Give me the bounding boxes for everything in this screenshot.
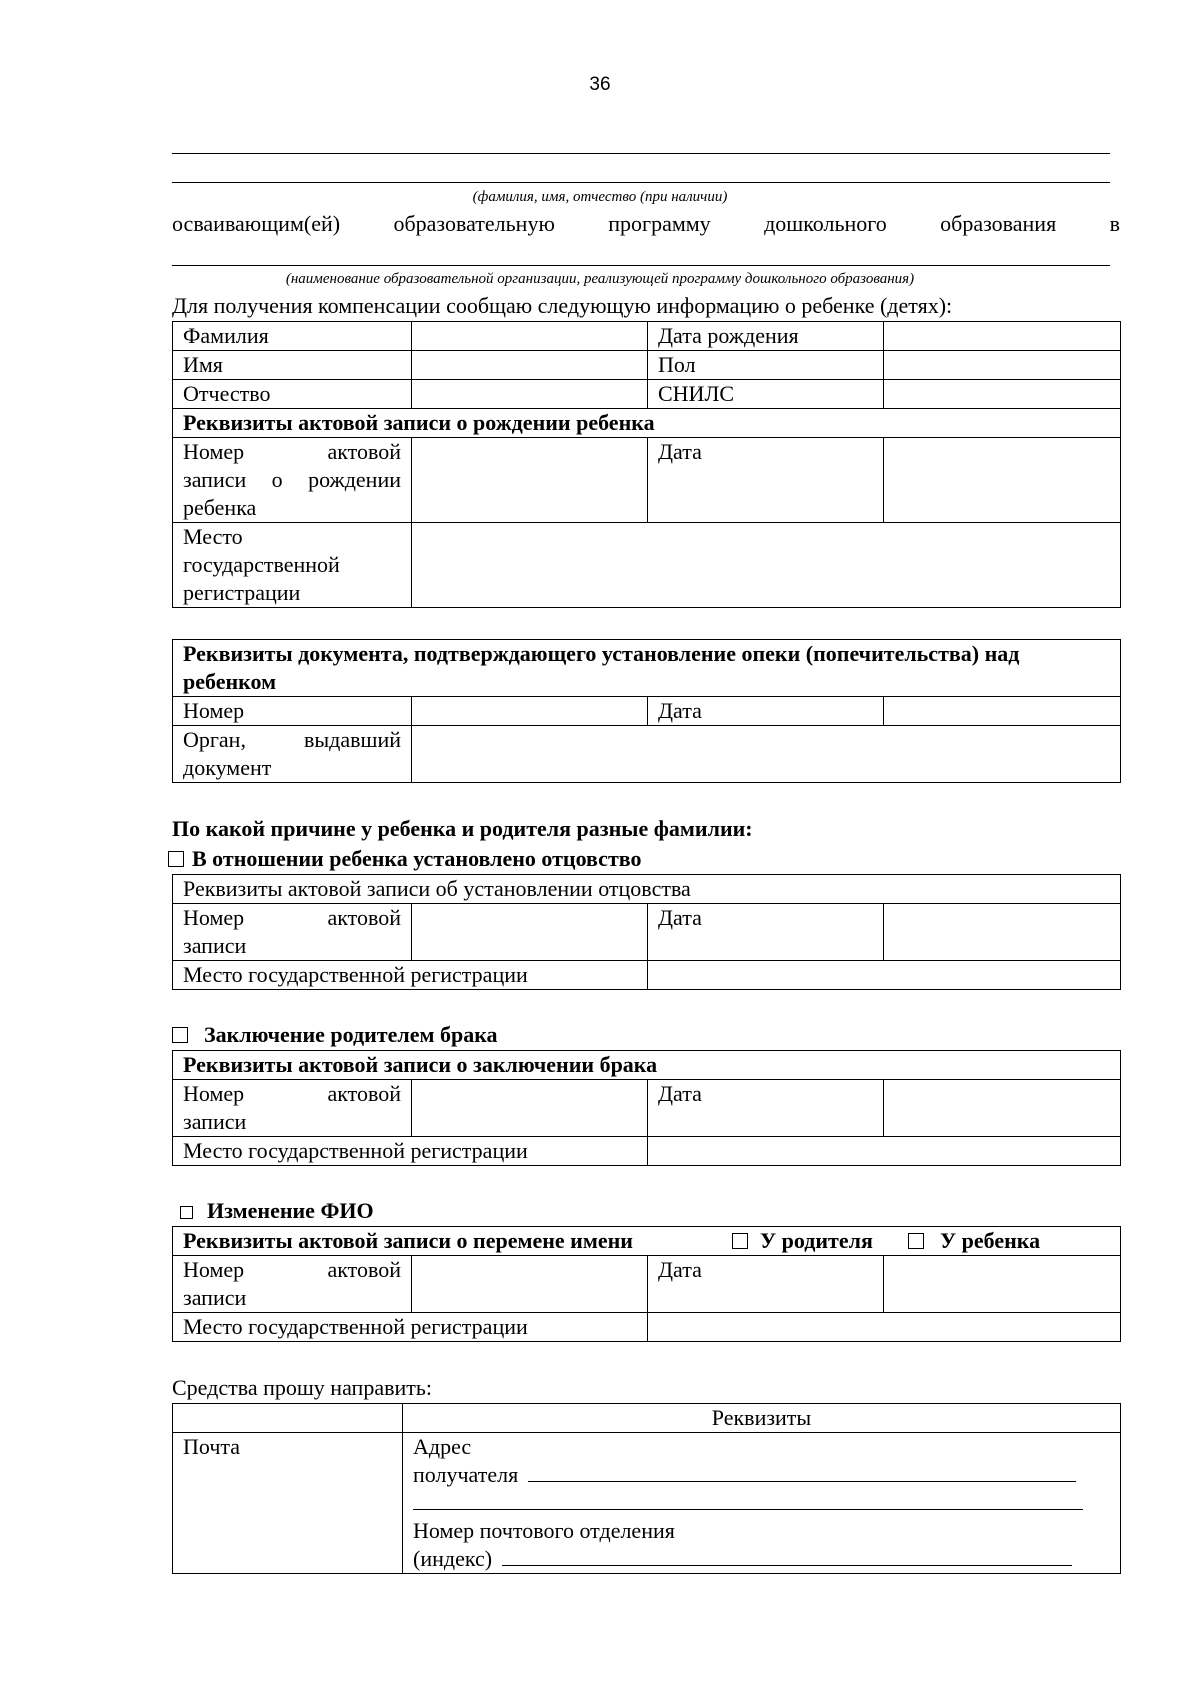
birth-record-number-field[interactable] — [412, 438, 648, 523]
recipient-address-line[interactable] — [528, 1461, 1076, 1482]
label-birth-record-date: Дата — [648, 438, 884, 523]
fio-line-1[interactable] — [172, 153, 1110, 154]
paternity-number-field[interactable] — [412, 904, 648, 961]
label-paternity-date: Дата — [648, 904, 884, 961]
label-marriage-place: Место государственной регистрации — [173, 1137, 648, 1166]
label-paternity-number: Номер актовой записи — [173, 904, 412, 961]
label-patronymic: Отчество — [173, 380, 412, 409]
marriage-number-field[interactable] — [412, 1080, 648, 1137]
mastering-word: образовательную — [393, 211, 555, 236]
label-name: Имя — [173, 351, 412, 380]
marriage-header: Реквизиты актовой записи о заключении брака — [173, 1051, 1121, 1080]
mastering-line — [172, 211, 1120, 237]
payment-method-header-cell — [173, 1404, 403, 1433]
birth-record-date-field[interactable] — [884, 438, 1121, 523]
label-birth-record-number: Номер актовой записи о рождении ребенка — [173, 438, 412, 523]
name-change-place-field[interactable] — [648, 1313, 1121, 1342]
address-label: Адрес — [413, 1434, 472, 1459]
org-line[interactable] — [172, 265, 1110, 266]
child-info-table — [172, 321, 1121, 608]
marriage-checkbox[interactable] — [172, 1027, 188, 1043]
address-line-2[interactable] — [413, 1489, 1083, 1510]
patronymic-field[interactable] — [412, 380, 648, 409]
intro-text: Для получения компенсации сообщаю следующую информацию о ребенке (детях): — [172, 293, 953, 318]
at-parent-checkbox[interactable] — [732, 1233, 748, 1249]
label-surname: Фамилия — [173, 322, 412, 351]
at-child-option — [908, 1227, 1040, 1255]
birth-record-header: Реквизиты актовой записи о рождении ребенка — [173, 409, 1121, 438]
paternity-option — [168, 845, 642, 873]
label-guardianship-date: Дата — [648, 697, 884, 726]
label-guardianship-number: Номер — [173, 697, 412, 726]
paternity-date-field[interactable] — [884, 904, 1121, 961]
registration-place-field[interactable] — [412, 523, 1121, 608]
label-paternity-place: Место государственной регистрации — [173, 961, 648, 990]
guardianship-header: Реквизиты документа, подтверждающего установление опеки (попечительства) над ребенком — [173, 640, 1121, 697]
marriage-date-field[interactable] — [884, 1080, 1121, 1137]
paternity-option-label: В отношении ребенка установлено отцовство — [192, 846, 642, 871]
label-snils: СНИЛС — [648, 380, 884, 409]
name-change-number-field[interactable] — [412, 1256, 648, 1313]
caption-org: (наименование образовательной организации, реализующей программу дошкольного образования) — [285, 271, 915, 287]
paternity-header: Реквизиты актовой записи об установлении отцовства — [173, 875, 1121, 904]
sex-field[interactable] — [884, 351, 1121, 380]
label-issuer: Орган, выдавший документ — [173, 726, 412, 783]
at-parent-label: У родителя — [760, 1228, 873, 1253]
label-marriage-number: Номер актовой записи — [173, 1080, 412, 1137]
marriage-table — [172, 1050, 1121, 1166]
mastering-word: в — [1109, 211, 1120, 236]
label-name-change-place: Место государственной регистрации — [173, 1313, 648, 1342]
marriage-option-label: Заключение родителем брака — [204, 1022, 498, 1047]
label-birth-date: Дата рождения — [648, 322, 884, 351]
index-label: (индекс) — [413, 1546, 493, 1571]
marriage-place-field[interactable] — [648, 1137, 1121, 1166]
at-child-label: У ребенка — [940, 1228, 1041, 1253]
payment-details-cell — [403, 1433, 1121, 1574]
mastering-word: дошкольного — [764, 211, 887, 236]
fio-line-2[interactable] — [172, 182, 1110, 183]
name-change-checkbox[interactable] — [180, 1206, 193, 1219]
name-field[interactable] — [412, 351, 648, 380]
guardianship-date-field[interactable] — [884, 697, 1121, 726]
post-office-label: Номер почтового отделения — [413, 1518, 675, 1543]
guardianship-number-field[interactable] — [412, 697, 648, 726]
label-name-change-date: Дата — [648, 1256, 884, 1313]
label-marriage-date: Дата — [648, 1080, 884, 1137]
mastering-word: осваивающим(ей) — [172, 211, 341, 236]
birth-date-field[interactable] — [884, 322, 1121, 351]
mastering-word: программу — [608, 211, 711, 236]
payment-table — [172, 1403, 1121, 1574]
label-sex: Пол — [648, 351, 884, 380]
paternity-table — [172, 874, 1121, 990]
label-name-change-number: Номер актовой записи — [173, 1256, 412, 1313]
at-child-checkbox[interactable] — [908, 1233, 924, 1249]
name-change-option-label: Изменение ФИО — [207, 1198, 374, 1223]
at-parent-option — [732, 1227, 873, 1255]
recipient-label: получателя — [413, 1462, 519, 1487]
payment-method-mail: Почта — [173, 1433, 403, 1574]
page-number: 36 — [589, 74, 611, 95]
mastering-word: образования — [940, 211, 1057, 236]
guardianship-table — [172, 639, 1121, 783]
name-change-table — [172, 1226, 1121, 1342]
surname-field[interactable] — [412, 322, 648, 351]
paternity-checkbox[interactable] — [168, 851, 184, 867]
paternity-place-field[interactable] — [648, 961, 1121, 990]
reason-title: По какой причине у ребенка и родителя разные фамилии: — [172, 816, 753, 841]
issuer-field[interactable] — [412, 726, 1121, 783]
name-change-header: Реквизиты актовой записи о перемене имени — [183, 1228, 633, 1253]
label-registration-place: Место государственной регистрации — [173, 523, 412, 608]
name-change-header-row — [173, 1227, 1121, 1256]
name-change-option — [180, 1197, 374, 1225]
index-line[interactable] — [502, 1545, 1072, 1566]
caption-fio: (фамилия, имя, отчество (при наличии) — [472, 189, 728, 205]
name-change-date-field[interactable] — [884, 1256, 1121, 1313]
marriage-option — [172, 1021, 498, 1049]
snils-field[interactable] — [884, 380, 1121, 409]
payment-title: Средства прошу направить: — [172, 1375, 433, 1400]
payment-details-header: Реквизиты — [403, 1404, 1121, 1433]
